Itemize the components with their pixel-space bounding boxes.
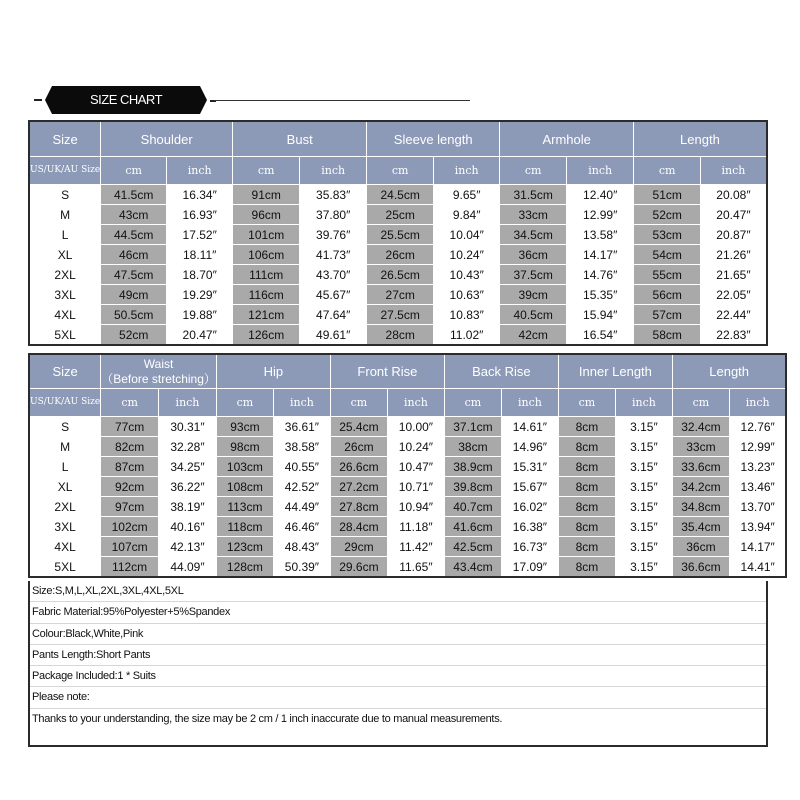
- inch-cell: 22.44″: [701, 305, 767, 325]
- inch-cell: 13.70″: [729, 497, 786, 517]
- cm-cell: 53cm: [634, 225, 701, 245]
- inch-cell: 45.67″: [300, 285, 367, 305]
- cm-cell: 37.1cm: [444, 417, 501, 437]
- size-cell: XL: [29, 477, 101, 497]
- unit-inch: inch: [434, 157, 500, 185]
- table-row: [29, 325, 767, 346]
- table-row: [29, 437, 786, 457]
- inch-cell: 3.15″: [615, 497, 672, 517]
- inch-cell: 36.61″: [273, 417, 330, 437]
- group-header-length: Length: [672, 354, 786, 389]
- cm-cell: 26cm: [330, 437, 387, 457]
- cm-cell: 25cm: [367, 205, 434, 225]
- inch-cell: 14.17″: [729, 537, 786, 557]
- cm-cell: 106cm: [233, 245, 300, 265]
- cm-cell: 36cm: [672, 537, 729, 557]
- table-row: [29, 417, 786, 437]
- unit-inch: inch: [167, 157, 233, 185]
- note-line: Please note:: [30, 687, 766, 708]
- size-header: Size: [29, 121, 101, 157]
- inch-cell: 10.00″: [387, 417, 444, 437]
- inch-cell: 10.43″: [434, 265, 500, 285]
- inch-cell: 13.94″: [729, 517, 786, 537]
- group-header-bust: Bust: [233, 121, 367, 157]
- inch-cell: 3.15″: [615, 517, 672, 537]
- inch-cell: 18.11″: [167, 245, 233, 265]
- size-cell: S: [29, 417, 101, 437]
- cm-cell: 27.8cm: [330, 497, 387, 517]
- inch-cell: 10.24″: [387, 437, 444, 457]
- cm-cell: 36.6cm: [672, 557, 729, 578]
- inch-cell: 14.76″: [567, 265, 634, 285]
- inch-cell: 10.24″: [434, 245, 500, 265]
- inch-cell: 16.54″: [567, 325, 634, 346]
- unit-cm: cm: [216, 389, 273, 417]
- cm-cell: 51cm: [634, 185, 701, 205]
- cm-cell: 34.2cm: [672, 477, 729, 497]
- banner-rule: [214, 100, 470, 101]
- cm-cell: 41.6cm: [444, 517, 501, 537]
- inch-cell: 11.18″: [387, 517, 444, 537]
- unit-row: [29, 389, 786, 417]
- inch-cell: 10.94″: [387, 497, 444, 517]
- inch-cell: 17.52″: [167, 225, 233, 245]
- inch-cell: 14.41″: [729, 557, 786, 578]
- cm-cell: 32.4cm: [672, 417, 729, 437]
- inch-cell: 41.73″: [300, 245, 367, 265]
- cm-cell: 102cm: [101, 517, 159, 537]
- cm-cell: 40.5cm: [500, 305, 567, 325]
- cm-cell: 27.2cm: [330, 477, 387, 497]
- inch-cell: 15.67″: [501, 477, 558, 497]
- inch-cell: 13.46″: [729, 477, 786, 497]
- size-chart-title: SIZE CHART: [52, 86, 200, 114]
- inch-cell: 10.83″: [434, 305, 500, 325]
- cm-cell: 92cm: [101, 477, 159, 497]
- cm-cell: 27cm: [367, 285, 434, 305]
- inch-cell: 34.25″: [159, 457, 217, 477]
- cm-cell: 26cm: [367, 245, 434, 265]
- cm-cell: 8cm: [558, 557, 615, 578]
- cm-cell: 91cm: [233, 185, 300, 205]
- waist-note: （Before stretching）: [101, 371, 216, 386]
- cm-cell: 31.5cm: [500, 185, 567, 205]
- size-cell: 2XL: [29, 265, 101, 285]
- top-size-table: [28, 120, 768, 346]
- cm-cell: 40.7cm: [444, 497, 501, 517]
- cm-cell: 52cm: [634, 205, 701, 225]
- size-cell: XL: [29, 245, 101, 265]
- table-row: [29, 205, 767, 225]
- cm-cell: 28cm: [367, 325, 434, 346]
- cm-cell: 49cm: [101, 285, 167, 305]
- table-row: [29, 225, 767, 245]
- inch-cell: 44.49″: [273, 497, 330, 517]
- inch-cell: 38.58″: [273, 437, 330, 457]
- cm-cell: 39.8cm: [444, 477, 501, 497]
- banner-dash: [34, 99, 42, 101]
- unit-cm: cm: [444, 389, 501, 417]
- top-size-table-body: [29, 185, 767, 346]
- inch-cell: 15.94″: [567, 305, 634, 325]
- cm-cell: 113cm: [216, 497, 273, 517]
- inch-cell: 9.65″: [434, 185, 500, 205]
- cm-cell: 29cm: [330, 537, 387, 557]
- group-header-sleeve-length: Sleeve length: [367, 121, 500, 157]
- size-cell: 3XL: [29, 285, 101, 305]
- inch-cell: 16.02″: [501, 497, 558, 517]
- cm-cell: 126cm: [233, 325, 300, 346]
- inch-cell: 32.28″: [159, 437, 217, 457]
- inch-cell: 15.35″: [567, 285, 634, 305]
- cm-cell: 101cm: [233, 225, 300, 245]
- size-cell: S: [29, 185, 101, 205]
- cm-cell: 39cm: [500, 285, 567, 305]
- pants-size-table: [28, 353, 787, 578]
- inch-cell: 17.09″: [501, 557, 558, 578]
- cm-cell: 47.5cm: [101, 265, 167, 285]
- cm-cell: 87cm: [101, 457, 159, 477]
- cm-cell: 44.5cm: [101, 225, 167, 245]
- note-line: Thanks to your understanding, the size may be 2 cm / 1 inch inaccurate due to manual measurements.: [32, 712, 503, 725]
- cm-cell: 93cm: [216, 417, 273, 437]
- table-row: [29, 285, 767, 305]
- cm-cell: 25.5cm: [367, 225, 434, 245]
- cm-cell: 37.5cm: [500, 265, 567, 285]
- cm-cell: 123cm: [216, 537, 273, 557]
- cm-cell: 108cm: [216, 477, 273, 497]
- cm-cell: 57cm: [634, 305, 701, 325]
- inch-cell: 20.47″: [701, 205, 767, 225]
- inch-cell: 20.87″: [701, 225, 767, 245]
- size-chart-banner: [0, 86, 800, 114]
- size-cell: 5XL: [29, 325, 101, 346]
- inch-cell: 46.46″: [273, 517, 330, 537]
- group-header-front-rise: Front Rise: [330, 354, 444, 389]
- table-row: [29, 477, 786, 497]
- group-header-length: Length: [634, 121, 767, 157]
- note-line: Fabric Material:95%Polyester+5%Spandex: [30, 602, 766, 623]
- cm-cell: 56cm: [634, 285, 701, 305]
- cm-cell: 118cm: [216, 517, 273, 537]
- pants-size-table-body: [29, 417, 786, 578]
- table-row: [29, 517, 786, 537]
- unit-inch: inch: [567, 157, 634, 185]
- size-cell: 2XL: [29, 497, 101, 517]
- size-cell: 3XL: [29, 517, 101, 537]
- inch-cell: 18.70″: [167, 265, 233, 285]
- size-cell: L: [29, 225, 101, 245]
- cm-cell: 111cm: [233, 265, 300, 285]
- inch-cell: 10.71″: [387, 477, 444, 497]
- header-row: [29, 121, 767, 157]
- cm-cell: 46cm: [101, 245, 167, 265]
- unit-inch: inch: [159, 389, 217, 417]
- inch-cell: 15.31″: [501, 457, 558, 477]
- unit-row: [29, 157, 767, 185]
- inch-cell: 3.15″: [615, 417, 672, 437]
- size-header: Size: [29, 354, 101, 389]
- inch-cell: 11.42″: [387, 537, 444, 557]
- inch-cell: 3.15″: [615, 557, 672, 578]
- cm-cell: 33cm: [500, 205, 567, 225]
- unit-cm: cm: [233, 157, 300, 185]
- unit-inch: inch: [501, 389, 558, 417]
- inch-cell: 22.05″: [701, 285, 767, 305]
- unit-inch: inch: [701, 157, 767, 185]
- cm-cell: 8cm: [558, 477, 615, 497]
- cm-cell: 24.5cm: [367, 185, 434, 205]
- table-row: [29, 497, 786, 517]
- unit-cm: cm: [558, 389, 615, 417]
- cm-cell: 38cm: [444, 437, 501, 457]
- unit-cm: cm: [500, 157, 567, 185]
- cm-cell: 8cm: [558, 457, 615, 477]
- unit-cm: cm: [672, 389, 729, 417]
- inch-cell: 21.65″: [701, 265, 767, 285]
- cm-cell: 35.4cm: [672, 517, 729, 537]
- inch-cell: 40.55″: [273, 457, 330, 477]
- inch-cell: 22.83″: [701, 325, 767, 346]
- inch-cell: 10.47″: [387, 457, 444, 477]
- cm-cell: 43cm: [101, 205, 167, 225]
- unit-row-label: US/UK/AU Size: [29, 157, 101, 185]
- unit-inch: inch: [615, 389, 672, 417]
- cm-cell: 42.5cm: [444, 537, 501, 557]
- cm-cell: 97cm: [101, 497, 159, 517]
- inch-cell: 48.43″: [273, 537, 330, 557]
- cm-cell: 107cm: [101, 537, 159, 557]
- cm-cell: 41.5cm: [101, 185, 167, 205]
- inch-cell: 3.15″: [615, 457, 672, 477]
- inch-cell: 16.34″: [167, 185, 233, 205]
- table-row: [29, 457, 786, 477]
- inch-cell: 36.22″: [159, 477, 217, 497]
- group-header-back-rise: Back Rise: [444, 354, 558, 389]
- size-cell: 5XL: [29, 557, 101, 578]
- cm-cell: 8cm: [558, 417, 615, 437]
- table-row: [29, 537, 786, 557]
- cm-cell: 8cm: [558, 437, 615, 457]
- unit-cm: cm: [367, 157, 434, 185]
- inch-cell: 12.40″: [567, 185, 634, 205]
- table-row: [29, 557, 786, 578]
- inch-cell: 44.09″: [159, 557, 217, 578]
- inch-cell: 11.02″: [434, 325, 500, 346]
- note-line: Colour:Black,White,Pink: [30, 624, 766, 645]
- inch-cell: 13.58″: [567, 225, 634, 245]
- unit-inch: inch: [729, 389, 786, 417]
- inch-cell: 42.52″: [273, 477, 330, 497]
- inch-cell: 9.84″: [434, 205, 500, 225]
- group-header-hip: Hip: [216, 354, 330, 389]
- inch-cell: 14.17″: [567, 245, 634, 265]
- cm-cell: 54cm: [634, 245, 701, 265]
- cm-cell: 112cm: [101, 557, 159, 578]
- inch-cell: 40.16″: [159, 517, 217, 537]
- inch-cell: 3.15″: [615, 537, 672, 557]
- inch-cell: 10.63″: [434, 285, 500, 305]
- cm-cell: 50.5cm: [101, 305, 167, 325]
- note-line: Size:S,M,L,XL,2XL,3XL,4XL,5XL: [30, 581, 766, 602]
- inch-cell: 43.70″: [300, 265, 367, 285]
- cm-cell: 27.5cm: [367, 305, 434, 325]
- inch-cell: 50.39″: [273, 557, 330, 578]
- size-cell: M: [29, 437, 101, 457]
- cm-cell: 43.4cm: [444, 557, 501, 578]
- cm-cell: 33cm: [672, 437, 729, 457]
- unit-cm: cm: [101, 157, 167, 185]
- cm-cell: 55cm: [634, 265, 701, 285]
- inch-cell: 20.47″: [167, 325, 233, 346]
- cm-cell: 26.5cm: [367, 265, 434, 285]
- cm-cell: 33.6cm: [672, 457, 729, 477]
- cm-cell: 121cm: [233, 305, 300, 325]
- cm-cell: 36cm: [500, 245, 567, 265]
- cm-cell: 96cm: [233, 205, 300, 225]
- size-cell: 4XL: [29, 537, 101, 557]
- header-row: [29, 354, 786, 389]
- inch-cell: 47.64″: [300, 305, 367, 325]
- note-line: Package Included:1 * Suits: [30, 666, 766, 687]
- inch-cell: 14.96″: [501, 437, 558, 457]
- unit-inch: inch: [273, 389, 330, 417]
- inch-cell: 49.61″: [300, 325, 367, 346]
- inch-cell: 13.23″: [729, 457, 786, 477]
- unit-cm: cm: [101, 389, 159, 417]
- cm-cell: 28.4cm: [330, 517, 387, 537]
- cm-cell: 58cm: [634, 325, 701, 346]
- note-line: Pants Length:Short Pants: [30, 645, 766, 666]
- cm-cell: 34.8cm: [672, 497, 729, 517]
- inch-cell: 19.88″: [167, 305, 233, 325]
- inch-cell: 37.80″: [300, 205, 367, 225]
- inch-cell: 38.19″: [159, 497, 217, 517]
- table-row: [29, 185, 767, 205]
- unit-cm: cm: [634, 157, 701, 185]
- inch-cell: 11.65″: [387, 557, 444, 578]
- cm-cell: 38.9cm: [444, 457, 501, 477]
- cm-cell: 116cm: [233, 285, 300, 305]
- cm-cell: 34.5cm: [500, 225, 567, 245]
- inch-cell: 30.31″: [159, 417, 217, 437]
- unit-inch: inch: [387, 389, 444, 417]
- unit-row-label: US/UK/AU Size: [29, 389, 101, 417]
- inch-cell: 35.83″: [300, 185, 367, 205]
- cm-cell: 98cm: [216, 437, 273, 457]
- unit-inch: inch: [300, 157, 367, 185]
- cm-cell: 82cm: [101, 437, 159, 457]
- unit-cm: cm: [330, 389, 387, 417]
- cm-cell: 8cm: [558, 517, 615, 537]
- cm-cell: 52cm: [101, 325, 167, 346]
- table-row: [29, 245, 767, 265]
- product-notes: [28, 581, 768, 747]
- inch-cell: 20.08″: [701, 185, 767, 205]
- cm-cell: 29.6cm: [330, 557, 387, 578]
- cm-cell: 103cm: [216, 457, 273, 477]
- inch-cell: 12.99″: [567, 205, 634, 225]
- cm-cell: 8cm: [558, 537, 615, 557]
- table-row: [29, 305, 767, 325]
- inch-cell: 14.61″: [501, 417, 558, 437]
- cm-cell: 26.6cm: [330, 457, 387, 477]
- inch-cell: 16.38″: [501, 517, 558, 537]
- group-header-shoulder: Shoulder: [101, 121, 233, 157]
- cm-cell: 128cm: [216, 557, 273, 578]
- inch-cell: 16.73″: [501, 537, 558, 557]
- group-header-inner-length: Inner Length: [558, 354, 672, 389]
- size-cell: M: [29, 205, 101, 225]
- size-cell: 4XL: [29, 305, 101, 325]
- inch-cell: 12.76″: [729, 417, 786, 437]
- group-header-waist: [101, 354, 217, 389]
- inch-cell: 21.26″: [701, 245, 767, 265]
- cm-cell: 77cm: [101, 417, 159, 437]
- inch-cell: 3.15″: [615, 477, 672, 497]
- table-row: [29, 265, 767, 285]
- inch-cell: 42.13″: [159, 537, 217, 557]
- size-cell: L: [29, 457, 101, 477]
- cm-cell: 42cm: [500, 325, 567, 346]
- inch-cell: 19.29″: [167, 285, 233, 305]
- inch-cell: 39.76″: [300, 225, 367, 245]
- group-header-armhole: Armhole: [500, 121, 634, 157]
- inch-cell: 10.04″: [434, 225, 500, 245]
- inch-cell: 3.15″: [615, 437, 672, 457]
- inch-cell: 16.93″: [167, 205, 233, 225]
- cm-cell: 8cm: [558, 497, 615, 517]
- inch-cell: 12.99″: [729, 437, 786, 457]
- waist-label: Waist: [143, 356, 174, 371]
- cm-cell: 25.4cm: [330, 417, 387, 437]
